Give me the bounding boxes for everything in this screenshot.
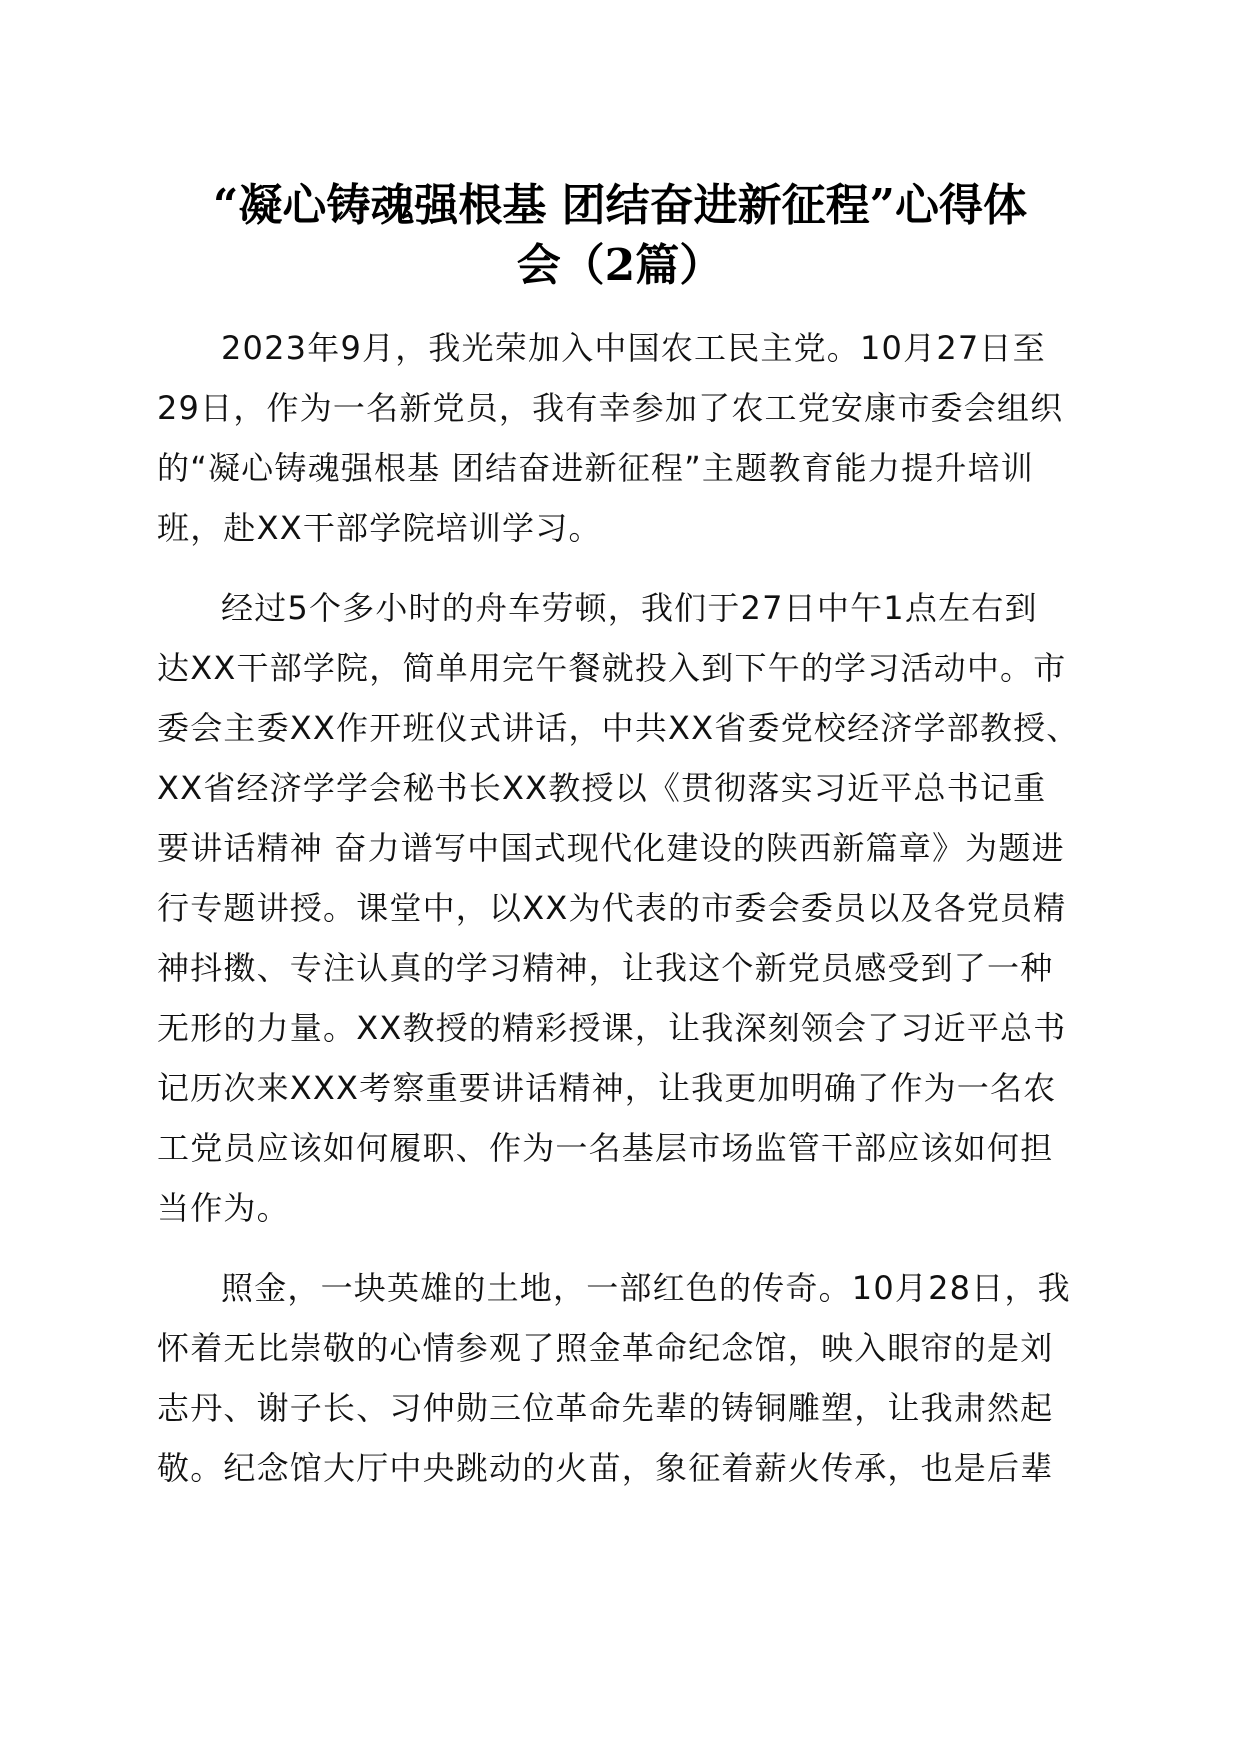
text-line: 委会主委XX作开班仪式讲话，中共XX省委党校经济学部教授、: [157, 709, 1080, 747]
text-line: 达XX干部学院，简单用完午餐就投入到下午的学习活动中。市: [157, 649, 1067, 687]
text-line: 2023年9月，我光荣加入中国农工民主党。10月27日至: [221, 329, 1046, 367]
text-line: XX省经济学学会秘书长XX教授以《贯彻落实习近平总书记重: [157, 769, 1047, 807]
paragraph-1: [157, 318, 1087, 558]
text-line: 无形的力量。XX教授的精彩授课，让我深刻领会了习近平总书: [157, 1009, 1067, 1047]
text-line: 班，赴XX干部学院培训学习。: [157, 509, 602, 547]
text-line: 的“凝心铸魂强根基 团结奋进新征程”主题教育能力提升培训: [157, 449, 1034, 487]
text-line: 记历次来XXX考察重要讲话精神，让我更加明确了作为一名农: [157, 1069, 1057, 1107]
text-line: 照金，一块英雄的土地，一部红色的传奇。10月28日，我: [221, 1269, 1071, 1307]
title-line-1: “凝心铸魂强根基 团结奋进新征程”心得体: [213, 180, 1027, 231]
text-line: 经过5个多小时的舟车劳顿，我们于27日中午1点左右到: [221, 589, 1038, 627]
text-line: 29日，作为一名新党员，我有幸参加了农工党安康市委会组织: [157, 389, 1064, 427]
text-line: 志丹、谢子长、习仲勋三位革命先辈的铸铜雕塑，让我肃然起: [157, 1389, 1054, 1427]
title-line-2: 会（2篇）: [516, 240, 724, 291]
paragraph-3: [157, 1258, 1087, 1498]
text-line: 要讲话精神 奋力谱写中国式现代化建设的陕西新篇章》为题进: [157, 829, 1065, 867]
paragraph-2: [157, 578, 1087, 1238]
text-line: 行专题讲授。课堂中，以XX为代表的市委会委员以及各党员精: [157, 889, 1067, 927]
document-title: [140, 176, 1100, 296]
text-line: 怀着无比崇敬的心情参观了照金革命纪念馆，映入眼帘的是刘: [157, 1329, 1054, 1367]
document-body: [157, 318, 1087, 1518]
text-line: 当作为。: [157, 1189, 290, 1227]
text-line: 工党员应该如何履职、作为一名基层市场监管干部应该如何担: [157, 1129, 1054, 1167]
text-line: 神抖擞、专注认真的学习精神，让我这个新党员感受到了一种: [157, 949, 1054, 987]
text-line: 敬。纪念馆大厅中央跳动的火苗，象征着薪火传承，也是后辈: [157, 1449, 1054, 1487]
